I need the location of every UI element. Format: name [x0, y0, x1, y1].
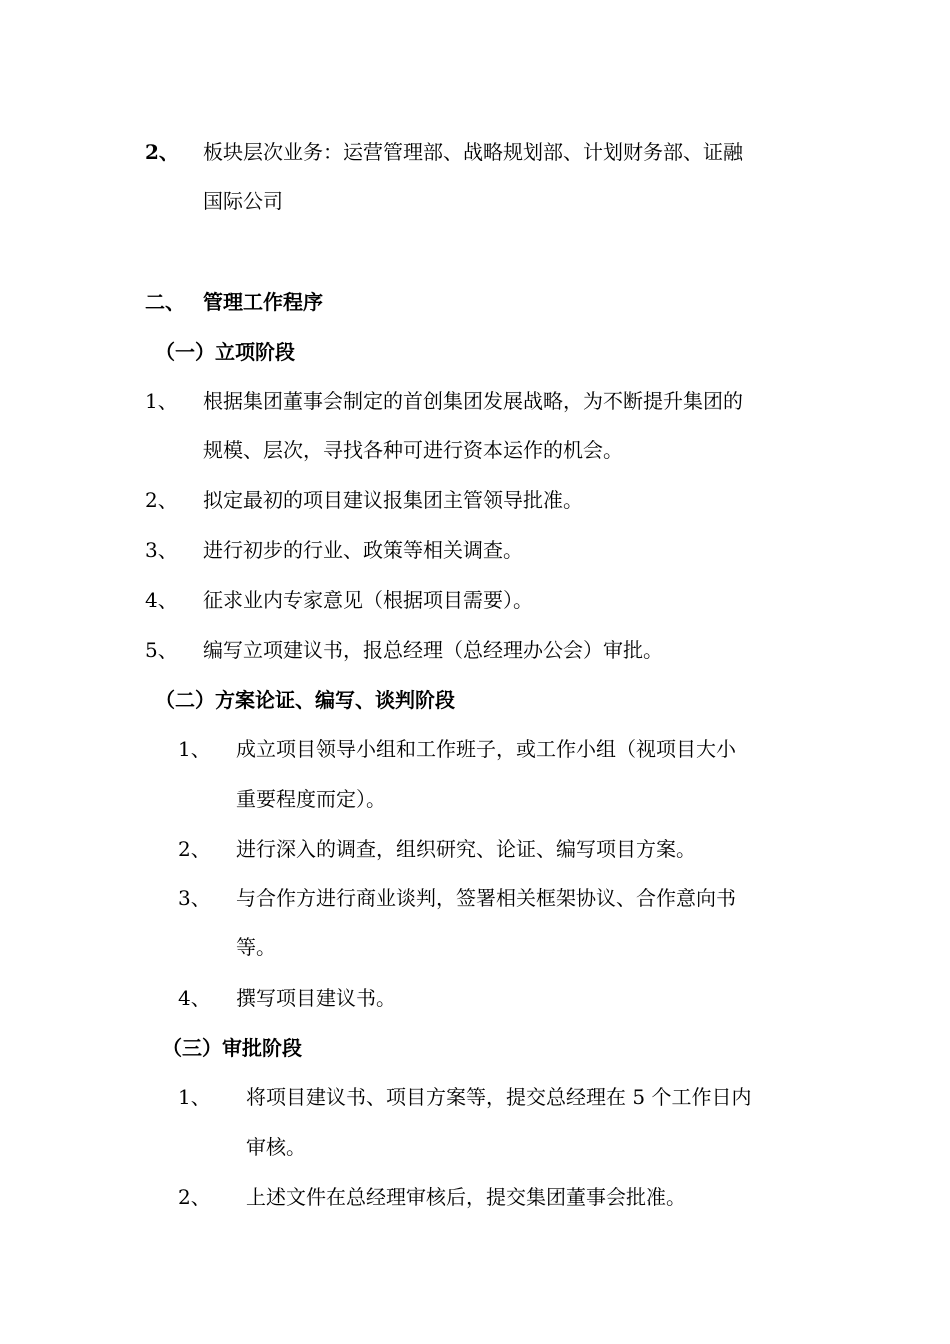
list-item-text: 审核。 [246, 1135, 306, 1159]
subsection-heading: （一）立项阶段 [155, 340, 295, 364]
list-item-text: 进行初步的行业、政策等相关调查。 [203, 538, 523, 562]
section-number: 二、 [145, 290, 185, 314]
list-number: 2、 [178, 837, 211, 861]
list-number: 2、 [178, 1185, 211, 1209]
list-number: 1、 [145, 389, 178, 413]
list-item-text: 与合作方进行商业谈判，签署相关框架协议、合作意向书 [236, 886, 736, 910]
list-item-text: 将项目建议书、项目方案等，提交总经理在 5 个工作日内 [246, 1085, 752, 1109]
list-item-text: 上述文件在总经理审核后，提交集团董事会批准。 [246, 1185, 686, 1209]
list-number: 3、 [178, 886, 211, 910]
list-item-text: 成立项目领导小组和工作班子，或工作小组（视项目大小 [236, 737, 736, 761]
list-item-text: 编写立项建议书，报总经理（总经理办公会）审批。 [203, 638, 663, 662]
section-heading: 管理工作程序 [203, 290, 323, 314]
list-number: 4、 [145, 588, 178, 612]
subsection-heading: （三）审批阶段 [162, 1036, 302, 1060]
list-item-text: 进行深入的调查，组织研究、论证、编写项目方案。 [236, 837, 696, 861]
list-item-text: 根据集团董事会制定的首创集团发展战略，为不断提升集团的 [203, 389, 743, 413]
paragraph-line: 国际公司 [203, 189, 283, 213]
list-item-text: 规模、层次，寻找各种可进行资本运作的机会。 [203, 438, 623, 462]
list-item-text: 征求业内专家意见（根据项目需要）。 [203, 588, 533, 612]
paragraph-line: 板块层次业务：运营管理部、战略规划部、计划财务部、证融 [203, 140, 743, 164]
list-number: 2、 [145, 488, 178, 512]
list-number: 3、 [145, 538, 178, 562]
list-number: 5、 [145, 638, 178, 662]
list-number: 1、 [178, 737, 211, 761]
list-number: 4、 [178, 986, 211, 1010]
list-number: 2、 [145, 140, 179, 164]
list-item-text: 等。 [236, 935, 276, 959]
list-item-text: 拟定最初的项目建议报集团主管领导批准。 [203, 488, 583, 512]
list-number: 1、 [178, 1085, 211, 1109]
list-item-text: 重要程度而定）。 [236, 787, 386, 811]
subsection-heading: （二）方案论证、编写、谈判阶段 [155, 688, 455, 712]
list-item-text: 撰写项目建议书。 [236, 986, 396, 1010]
